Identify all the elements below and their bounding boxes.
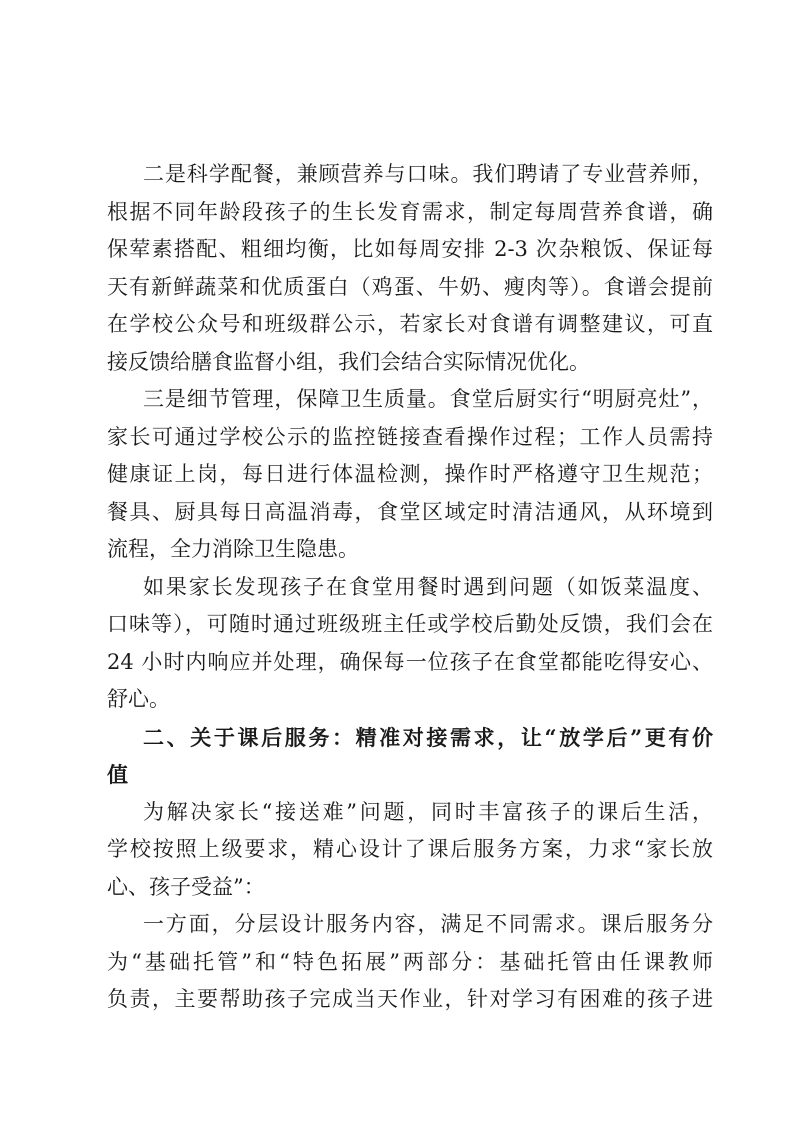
text-line: 口味等），可随时通过班级班主任或学校后勤处反馈，我们会在 xyxy=(107,612,713,636)
text-line: 心、孩子受益”： xyxy=(107,874,265,899)
paragraph xyxy=(107,569,713,719)
document-page xyxy=(107,156,713,1019)
text-line: 保荤素搭配、粗细均衡，比如每周安排 2-3 次杂粮饭、保证每 xyxy=(107,237,713,261)
paragraph xyxy=(107,906,713,1019)
text-line: 舒心。 xyxy=(107,687,170,711)
text-line: 根据不同年龄段孩子的生长发育需求，制定每周营养食谱，确 xyxy=(107,199,713,224)
text-line: 二、关于课后服务：精准对接需求，让“放学后”更有价 xyxy=(143,724,713,750)
text-line: 流程，全力消除卫生隐患。 xyxy=(107,537,359,561)
text-line: 餐具、厨具每日高温消毒，食堂区域定时清洁通风，从环境到 xyxy=(107,499,713,524)
text-line: 健康证上岗，每日进行体温检测，操作时严格遵守卫生规范； xyxy=(107,462,713,486)
text-line: 三是细节管理，保障卫生质量。食堂后厨实行“明厨亮灶”， xyxy=(143,387,713,411)
paragraph xyxy=(107,156,713,381)
text-line: 学校按照上级要求，精心设计了课后服务方案，力求“家长放 xyxy=(107,837,713,861)
text-line: 家长可通过学校公示的监控链接查看操作过程；工作人员需持 xyxy=(107,424,713,449)
text-line: 24 小时内响应并处理，确保每一位孩子在食堂都能吃得安心、 xyxy=(107,649,713,674)
text-line: 天有新鲜蔬菜和优质蛋白（鸡蛋、牛奶、瘦肉等）。食谱会提前 xyxy=(107,274,713,299)
text-line: 二是科学配餐，兼顾营养与口味。我们聘请了专业营养师， xyxy=(143,162,713,186)
paragraph xyxy=(107,381,713,569)
text-line: 在学校公众号和班级群公示，若家长对食谱有调整建议，可直 xyxy=(107,312,713,336)
text-line: 接反馈给膳食监督小组，我们会结合实际情况优化。 xyxy=(107,349,590,374)
text-line: 如果家长发现孩子在食堂用餐时遇到问题（如饭菜温度、 xyxy=(143,574,713,599)
text-line: 一方面，分层设计服务内容，满足不同需求。课后服务分 xyxy=(143,912,713,936)
text-line: 为“基础托管”和“特色拓展”两部分：基础托管由任课教师 xyxy=(107,949,713,974)
paragraph xyxy=(107,794,713,907)
text-line: 负责，主要帮助孩子完成当天作业，针对学习有困难的孩子进 xyxy=(107,987,713,1011)
section-heading xyxy=(107,719,713,794)
text-line: 为解决家长“接送难”问题，同时丰富孩子的课后生活， xyxy=(143,799,713,824)
text-line: 值 xyxy=(107,762,128,787)
